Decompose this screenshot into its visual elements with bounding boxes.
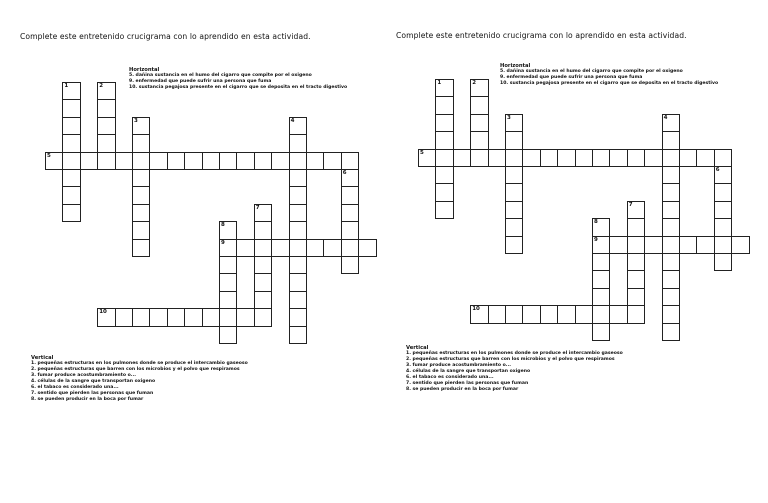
crossword-cell[interactable] xyxy=(522,305,540,323)
crossword-cell[interactable] xyxy=(662,183,680,201)
clue-number: 6 xyxy=(342,170,347,176)
clue-h5: 5. dañina sustancia en el humo del cigarro que compite por el oxigeno xyxy=(500,69,683,74)
clue-number: 5 xyxy=(420,149,424,156)
crossword-cell[interactable] xyxy=(435,201,453,219)
crossword-cell[interactable] xyxy=(522,149,540,167)
crossword-cell[interactable] xyxy=(679,149,697,167)
crossword-cell[interactable] xyxy=(644,149,662,167)
clue-number: 4 xyxy=(663,114,668,121)
clue-number: 6 xyxy=(715,167,720,173)
clue-v6: 6. el tabaco es considerado una... xyxy=(31,385,119,390)
crossword-cell[interactable] xyxy=(557,149,575,167)
clue-number: 8 xyxy=(594,219,598,226)
crossword-cell[interactable] xyxy=(97,99,115,117)
crossword-cell[interactable] xyxy=(236,152,254,170)
crossword-cell[interactable] xyxy=(435,79,453,97)
crossword-cell[interactable] xyxy=(341,256,359,274)
clue-h9: 9. enfermedad que puede sufrir una persona que fuma xyxy=(500,75,643,80)
crossword-cell[interactable] xyxy=(115,308,133,326)
crossword-cell[interactable] xyxy=(80,152,98,170)
clue-number: 5 xyxy=(47,152,51,159)
crossword-cell[interactable] xyxy=(540,305,558,323)
crossword-cell[interactable] xyxy=(306,239,324,257)
crossword-cell[interactable] xyxy=(662,288,680,306)
crossword-cell[interactable] xyxy=(254,152,272,170)
horizontal-title: Horizontal xyxy=(500,63,531,69)
crossword-cell[interactable] xyxy=(341,169,359,187)
crossword-cell[interactable] xyxy=(219,273,237,291)
crossword-cell[interactable] xyxy=(505,149,523,167)
crossword-cell[interactable] xyxy=(470,114,488,132)
crossword-cell[interactable] xyxy=(254,204,272,222)
clue-number: 3 xyxy=(134,117,138,124)
crossword-cell[interactable] xyxy=(662,236,680,254)
crossword-cell[interactable] xyxy=(714,201,732,219)
crossword-cell[interactable] xyxy=(219,308,237,326)
crossword-cell[interactable] xyxy=(662,323,680,341)
crossword-cell[interactable] xyxy=(219,152,237,170)
crossword-cell[interactable] xyxy=(62,152,80,170)
crossword-cell[interactable] xyxy=(62,169,80,187)
crossword-cell[interactable] xyxy=(505,114,523,132)
crossword-cell[interactable] xyxy=(435,114,453,132)
clue-number: 2 xyxy=(472,80,477,86)
crossword-cell[interactable] xyxy=(132,308,150,326)
crossword-cell[interactable] xyxy=(62,117,80,135)
crossword-cell[interactable] xyxy=(505,131,523,149)
clue-v1: 1. pequeñas estructuras en los pulmones donde se produce el intercambio gaseoso xyxy=(31,361,248,366)
crossword-cell[interactable] xyxy=(662,270,680,288)
crossword-cell[interactable] xyxy=(254,221,272,239)
crossword-cell[interactable] xyxy=(132,134,150,152)
crossword-cell[interactable] xyxy=(219,256,237,274)
crossword-cell[interactable] xyxy=(254,239,272,257)
crossword-cell[interactable] xyxy=(149,308,167,326)
crossword-cell[interactable] xyxy=(289,204,307,222)
crossword-cell[interactable] xyxy=(289,186,307,204)
crossword-cell[interactable] xyxy=(341,239,359,257)
crossword-cell[interactable] xyxy=(435,166,453,184)
crossword-cell[interactable] xyxy=(271,152,289,170)
crossword-cell[interactable] xyxy=(62,204,80,222)
crossword-cell[interactable] xyxy=(662,149,680,167)
crossword-cell[interactable] xyxy=(289,117,307,135)
crossword-cell[interactable] xyxy=(254,273,272,291)
crossword-cell[interactable] xyxy=(488,305,506,323)
crossword-cell[interactable] xyxy=(470,149,488,167)
crossword-cell[interactable] xyxy=(418,149,436,167)
clue-number: 2 xyxy=(99,83,104,89)
crossword-cell[interactable] xyxy=(132,117,150,135)
crossword-cell[interactable] xyxy=(609,149,627,167)
crossword-cell[interactable] xyxy=(662,218,680,236)
crossword-cell[interactable] xyxy=(505,236,523,254)
crossword-cell[interactable] xyxy=(592,323,610,341)
crossword-cell[interactable] xyxy=(219,239,237,257)
crossword-cell[interactable] xyxy=(184,308,202,326)
crossword-cell[interactable] xyxy=(62,99,80,117)
crossword-cell[interactable] xyxy=(289,134,307,152)
clue-number: 7 xyxy=(628,201,633,208)
clue-h9: 9. enfermedad que puede sufrir una persona que fuma xyxy=(129,79,272,84)
crossword-cell[interactable] xyxy=(167,308,185,326)
crossword-cell[interactable] xyxy=(219,221,237,239)
crossword-cell[interactable] xyxy=(470,131,488,149)
crossword-cell[interactable] xyxy=(289,326,307,344)
crossword-cell[interactable] xyxy=(341,152,359,170)
crossword-cell[interactable] xyxy=(306,152,324,170)
clue-number: 9 xyxy=(594,236,598,243)
crossword-cell[interactable] xyxy=(289,256,307,274)
crossword-cell[interactable] xyxy=(453,149,471,167)
clue-number: 1 xyxy=(64,83,69,89)
crossword-cell[interactable] xyxy=(470,305,488,323)
crossword-cell[interactable] xyxy=(662,305,680,323)
clue-v1: 1. pequeñas estructuras en los pulmones donde se produce el intercambio gaseoso xyxy=(406,351,623,356)
clue-number: 9 xyxy=(221,239,225,246)
crossword-cell[interactable] xyxy=(236,239,254,257)
crossword-cell[interactable] xyxy=(97,117,115,135)
crossword-cell[interactable] xyxy=(323,239,341,257)
crossword-cell[interactable] xyxy=(341,221,359,239)
crossword-cell[interactable] xyxy=(644,236,662,254)
crossword-cell[interactable] xyxy=(470,96,488,114)
crossword-cell[interactable] xyxy=(132,204,150,222)
crossword-cell[interactable] xyxy=(289,152,307,170)
clue-v3: 3. fumar produce acostumbramiento o... xyxy=(31,373,136,378)
crossword-cell[interactable] xyxy=(592,253,610,271)
crossword-cell[interactable] xyxy=(236,308,254,326)
clue-number: 3 xyxy=(507,114,511,121)
crossword-cell[interactable] xyxy=(289,291,307,309)
crossword-cell[interactable] xyxy=(592,305,610,323)
crossword-cell[interactable] xyxy=(62,134,80,152)
crossword-cell[interactable] xyxy=(662,114,680,132)
crossword-cell[interactable] xyxy=(627,149,645,167)
crossword-cell[interactable] xyxy=(627,305,645,323)
crossword-cell[interactable] xyxy=(662,253,680,271)
crossword-cell[interactable] xyxy=(97,308,115,326)
crossword-cell[interactable] xyxy=(714,183,732,201)
crossword-cell[interactable] xyxy=(696,236,714,254)
crossword-cell[interactable] xyxy=(167,152,185,170)
crossword-cell[interactable] xyxy=(627,253,645,271)
clue-h10: 10. sustancia pegajosa presente en el cigarro que se deposita en el tracto digestivo xyxy=(129,85,348,90)
crossword-cell[interactable] xyxy=(97,152,115,170)
crossword-cell[interactable] xyxy=(714,166,732,184)
crossword-cell[interactable] xyxy=(97,134,115,152)
crossword-cell[interactable] xyxy=(97,82,115,100)
crossword-cell[interactable] xyxy=(45,152,63,170)
crossword-cell[interactable] xyxy=(696,149,714,167)
vertical-title: Vertical xyxy=(31,355,54,361)
crossword-cell[interactable] xyxy=(592,149,610,167)
clue-number: 1 xyxy=(437,80,442,86)
crossword-cell[interactable] xyxy=(627,218,645,236)
crossword-cell[interactable] xyxy=(132,152,150,170)
crossword-cell[interactable] xyxy=(62,82,80,100)
crossword-cell[interactable] xyxy=(575,149,593,167)
horizontal-clues xyxy=(129,67,347,91)
clue-v8: 8. se pueden producir en la boca por fumar xyxy=(31,397,144,402)
crossword-cell[interactable] xyxy=(115,152,133,170)
crossword-cell[interactable] xyxy=(132,239,150,257)
clue-v3: 3. fumar produce acostumbramiento o... xyxy=(406,363,511,368)
crossword-cell[interactable] xyxy=(435,183,453,201)
worksheet-right xyxy=(384,0,768,503)
crossword-cell[interactable] xyxy=(627,270,645,288)
crossword-cell[interactable] xyxy=(62,186,80,204)
vertical-clues xyxy=(31,355,248,403)
crossword-cell[interactable] xyxy=(132,186,150,204)
crossword-cell[interactable] xyxy=(679,236,697,254)
clue-number: 4 xyxy=(290,117,295,124)
crossword-cell[interactable] xyxy=(575,305,593,323)
crossword-cell[interactable] xyxy=(254,308,272,326)
crossword-cell[interactable] xyxy=(289,273,307,291)
crossword-cell[interactable] xyxy=(609,236,627,254)
crossword-cell[interactable] xyxy=(627,236,645,254)
crossword-cell[interactable] xyxy=(714,218,732,236)
crossword-cell[interactable] xyxy=(132,221,150,239)
crossword-cell[interactable] xyxy=(149,152,167,170)
crossword-cell[interactable] xyxy=(505,166,523,184)
crossword-cell[interactable] xyxy=(488,149,506,167)
crossword-cell[interactable] xyxy=(358,239,376,257)
crossword-cell[interactable] xyxy=(662,201,680,219)
crossword-cell[interactable] xyxy=(341,204,359,222)
crossword-cell[interactable] xyxy=(202,152,220,170)
crossword-cell[interactable] xyxy=(341,186,359,204)
crossword-cell[interactable] xyxy=(714,149,732,167)
crossword-cell[interactable] xyxy=(505,183,523,201)
crossword-cell[interactable] xyxy=(219,291,237,309)
instruction-text: Complete este entretenido crucigrama con lo aprendido en esta actividad. xyxy=(396,31,687,40)
crossword-cell[interactable] xyxy=(505,218,523,236)
crossword-cell[interactable] xyxy=(435,149,453,167)
crossword-cell[interactable] xyxy=(714,236,732,254)
vertical-clues xyxy=(406,345,623,393)
clue-number: 8 xyxy=(221,222,225,229)
crossword-cell[interactable] xyxy=(592,288,610,306)
clue-number: 10 xyxy=(99,309,107,316)
clue-h10: 10. sustancia pegajosa presente en el cigarro que se deposita en el tracto digestivo xyxy=(500,81,719,86)
crossword-cell[interactable] xyxy=(592,270,610,288)
clue-number: 7 xyxy=(255,204,260,211)
crossword-cell[interactable] xyxy=(627,288,645,306)
clue-v4: 4. células de la sangre que transportan oxigeno xyxy=(31,379,156,384)
vertical-title: Vertical xyxy=(406,345,429,351)
crossword-cell[interactable] xyxy=(505,201,523,219)
instruction-text: Complete este entretenido crucigrama con lo aprendido en esta actividad. xyxy=(20,32,311,41)
crossword-cell[interactable] xyxy=(254,291,272,309)
crossword-cell[interactable] xyxy=(662,131,680,149)
crossword-cell[interactable] xyxy=(289,239,307,257)
clue-v2: 2. pequeñas estructuras que barren con los microbios y el polvo que respiramos xyxy=(406,357,615,362)
clue-h5: 5. dañina sustancia en el humo del cigarro que compite por el oxigeno xyxy=(129,73,312,78)
crossword-cell[interactable] xyxy=(505,305,523,323)
clue-v4: 4. células de la sangre que transportan oxigeno xyxy=(406,369,531,374)
crossword-cell[interactable] xyxy=(323,152,341,170)
crossword-cell[interactable] xyxy=(470,79,488,97)
crossword-cell[interactable] xyxy=(271,239,289,257)
crossword-cell[interactable] xyxy=(714,253,732,271)
clue-number: 10 xyxy=(472,306,480,313)
clue-v7: 7. sentido que pierden las personas que fuman xyxy=(31,391,154,396)
crossword-cell[interactable] xyxy=(289,308,307,326)
clue-v8: 8. se pueden producir en la boca por fumar xyxy=(406,387,519,392)
crossword-cell[interactable] xyxy=(731,236,749,254)
crossword-cell[interactable] xyxy=(627,201,645,219)
crossword-cell[interactable] xyxy=(289,169,307,187)
crossword-cell[interactable] xyxy=(132,169,150,187)
crossword-cell[interactable] xyxy=(219,326,237,344)
crossword-cell[interactable] xyxy=(184,152,202,170)
crossword-cell[interactable] xyxy=(202,308,220,326)
horizontal-title: Horizontal xyxy=(129,67,160,73)
crossword-cell[interactable] xyxy=(435,131,453,149)
crossword-cell[interactable] xyxy=(609,305,627,323)
clue-v7: 7. sentido que pierden las personas que fuman xyxy=(406,381,529,386)
crossword-cell[interactable] xyxy=(254,256,272,274)
crossword-cell[interactable] xyxy=(592,236,610,254)
crossword-cell[interactable] xyxy=(540,149,558,167)
clue-v2: 2. pequeñas estructuras que barren con los microbios y el polvo que respiramos xyxy=(31,367,240,372)
horizontal-clues xyxy=(500,63,718,87)
crossword-cell[interactable] xyxy=(592,218,610,236)
crossword-cell[interactable] xyxy=(662,166,680,184)
clue-v6: 6. el tabaco es considerado una... xyxy=(406,375,494,380)
crossword-cell[interactable] xyxy=(557,305,575,323)
crossword-cell[interactable] xyxy=(289,221,307,239)
crossword-cell[interactable] xyxy=(435,96,453,114)
